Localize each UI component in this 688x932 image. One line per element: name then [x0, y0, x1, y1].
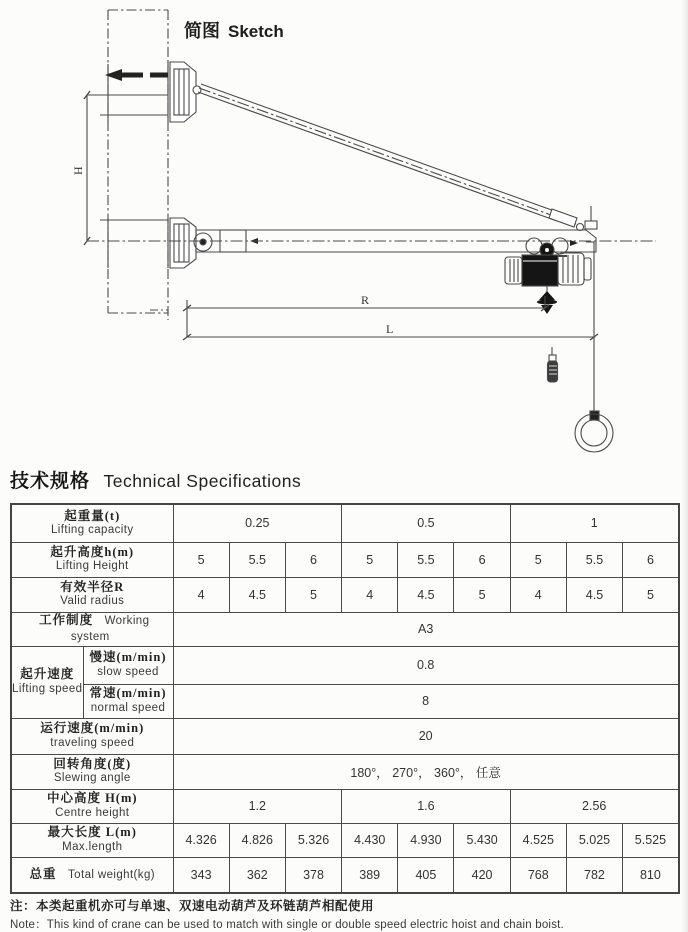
centre-height-value: 1.6	[342, 789, 511, 823]
height-value: 5	[342, 542, 398, 577]
radius-value: 4	[510, 577, 566, 612]
height-value: 5	[173, 542, 229, 577]
height-value: 5.5	[229, 542, 285, 577]
radius-value: 5	[623, 577, 679, 612]
row-slow-speed	[11, 646, 679, 684]
total-weight-value: 362	[229, 857, 285, 893]
traveling-speed-value: 20	[173, 718, 679, 754]
max-length-value: 5.430	[454, 823, 510, 857]
label-lifting-speed: 起升速度 Lifting speed	[11, 646, 83, 718]
slow-speed-value: 0.8	[173, 646, 679, 684]
section-title	[10, 466, 301, 493]
sketch-title-en: Sketch	[228, 22, 284, 41]
label-total-weight: 总重 Total weight(kg)	[11, 857, 173, 893]
capacity-value: 0.25	[173, 504, 342, 542]
radius-value: 4.5	[398, 577, 454, 612]
max-length-value: 4.326	[173, 823, 229, 857]
dimension-lines	[84, 91, 598, 340]
max-length-value: 4.826	[229, 823, 285, 857]
label-traveling-speed: 运行速度(m/min) traveling speed	[11, 718, 173, 754]
height-value: 5.5	[398, 542, 454, 577]
radius-value: 4.5	[229, 577, 285, 612]
label-normal-speed: 常速(m/min) normal speed	[83, 684, 173, 718]
height-value: 5	[510, 542, 566, 577]
max-length-value: 4.430	[342, 823, 398, 857]
height-value: 6	[285, 542, 341, 577]
section-title-en: Technical Specifications	[103, 471, 302, 491]
capacity-value: 1	[510, 504, 679, 542]
dim-label-h: H	[71, 166, 85, 175]
normal-speed-value: 8	[173, 684, 679, 718]
label-max-length: 最大长度 L(m) Max.length	[11, 823, 173, 857]
anchor-bolt-arrow	[105, 69, 168, 81]
total-weight-value: 768	[510, 857, 566, 893]
tie-rod	[198, 84, 584, 231]
label-centre-height: 中心高度 H(m) Centre height	[11, 789, 173, 823]
centre-height-value: 2.56	[510, 789, 679, 823]
hook	[537, 286, 557, 314]
max-length-value: 4.525	[510, 823, 566, 857]
label-lifting-height: 起升高度h(m) Lifting Height	[11, 542, 173, 577]
label-slewing-angle: 回转角度(度) Slewing angle	[11, 754, 173, 789]
total-weight-value: 405	[398, 857, 454, 893]
note	[10, 896, 678, 932]
sketch-title-zh: 简图	[184, 21, 220, 41]
label-slow-speed: 慢速(m/min) slow speed	[83, 646, 173, 684]
radius-value: 4.5	[566, 577, 622, 612]
pendant-control	[548, 347, 558, 382]
row-max-length	[11, 823, 679, 857]
centre-height-value: 1.2	[173, 789, 342, 823]
height-value: 6	[454, 542, 510, 577]
wall-column	[87, 10, 168, 320]
row-lifting-height	[11, 542, 679, 577]
total-weight-value: 782	[566, 857, 622, 893]
capacity-value: 0.5	[342, 504, 511, 542]
row-lifting-capacity	[11, 504, 679, 542]
label-lifting-capacity: 起重量(t) Lifting capacity	[11, 504, 173, 542]
row-traveling-speed	[11, 718, 679, 754]
row-valid-radius	[11, 577, 679, 612]
working-system-value: A3	[173, 612, 679, 646]
max-length-value: 5.025	[566, 823, 622, 857]
max-length-value: 5.326	[285, 823, 341, 857]
row-total-weight	[11, 857, 679, 893]
label-valid-radius: 有效半径R Valid radius	[11, 577, 173, 612]
upper-bracket	[170, 62, 201, 122]
row-working-system	[11, 612, 679, 646]
dim-label-l: L	[386, 322, 394, 336]
row-centre-height	[11, 789, 679, 823]
max-length-value: 5.525	[623, 823, 679, 857]
height-value: 6	[623, 542, 679, 577]
spec-table	[10, 503, 680, 894]
radius-value: 4	[342, 577, 398, 612]
label-working-system: 工作制度 Working system	[11, 612, 173, 646]
total-weight-value: 389	[342, 857, 398, 893]
total-weight-value: 378	[285, 857, 341, 893]
dim-label-r: R	[361, 293, 370, 307]
height-value: 5.5	[566, 542, 622, 577]
electric-hoist	[505, 238, 591, 286]
radius-value: 4	[173, 577, 229, 612]
note-en: Note：This kind of crane can be used to match with single or double speed electric hoist and chain boist.	[10, 919, 564, 931]
lower-bracket	[170, 218, 212, 268]
slewing-angle-value: 180°， 270°， 360°， 任意	[173, 754, 679, 789]
section-title-zh: 技术规格	[10, 471, 91, 492]
row-normal-speed	[11, 684, 679, 718]
max-length-value: 4.930	[398, 823, 454, 857]
total-weight-value: 420	[454, 857, 510, 893]
note-zh: 注：本类起重机亦可与单速、双速电动葫芦及环链葫芦相配使用	[10, 899, 375, 913]
cable-and-ring	[575, 242, 613, 452]
radius-value: 5	[454, 577, 510, 612]
total-weight-value: 343	[173, 857, 229, 893]
row-slewing-angle	[11, 754, 679, 789]
total-weight-value: 810	[623, 857, 679, 893]
crane-sketch	[0, 0, 688, 462]
radius-value: 5	[285, 577, 341, 612]
